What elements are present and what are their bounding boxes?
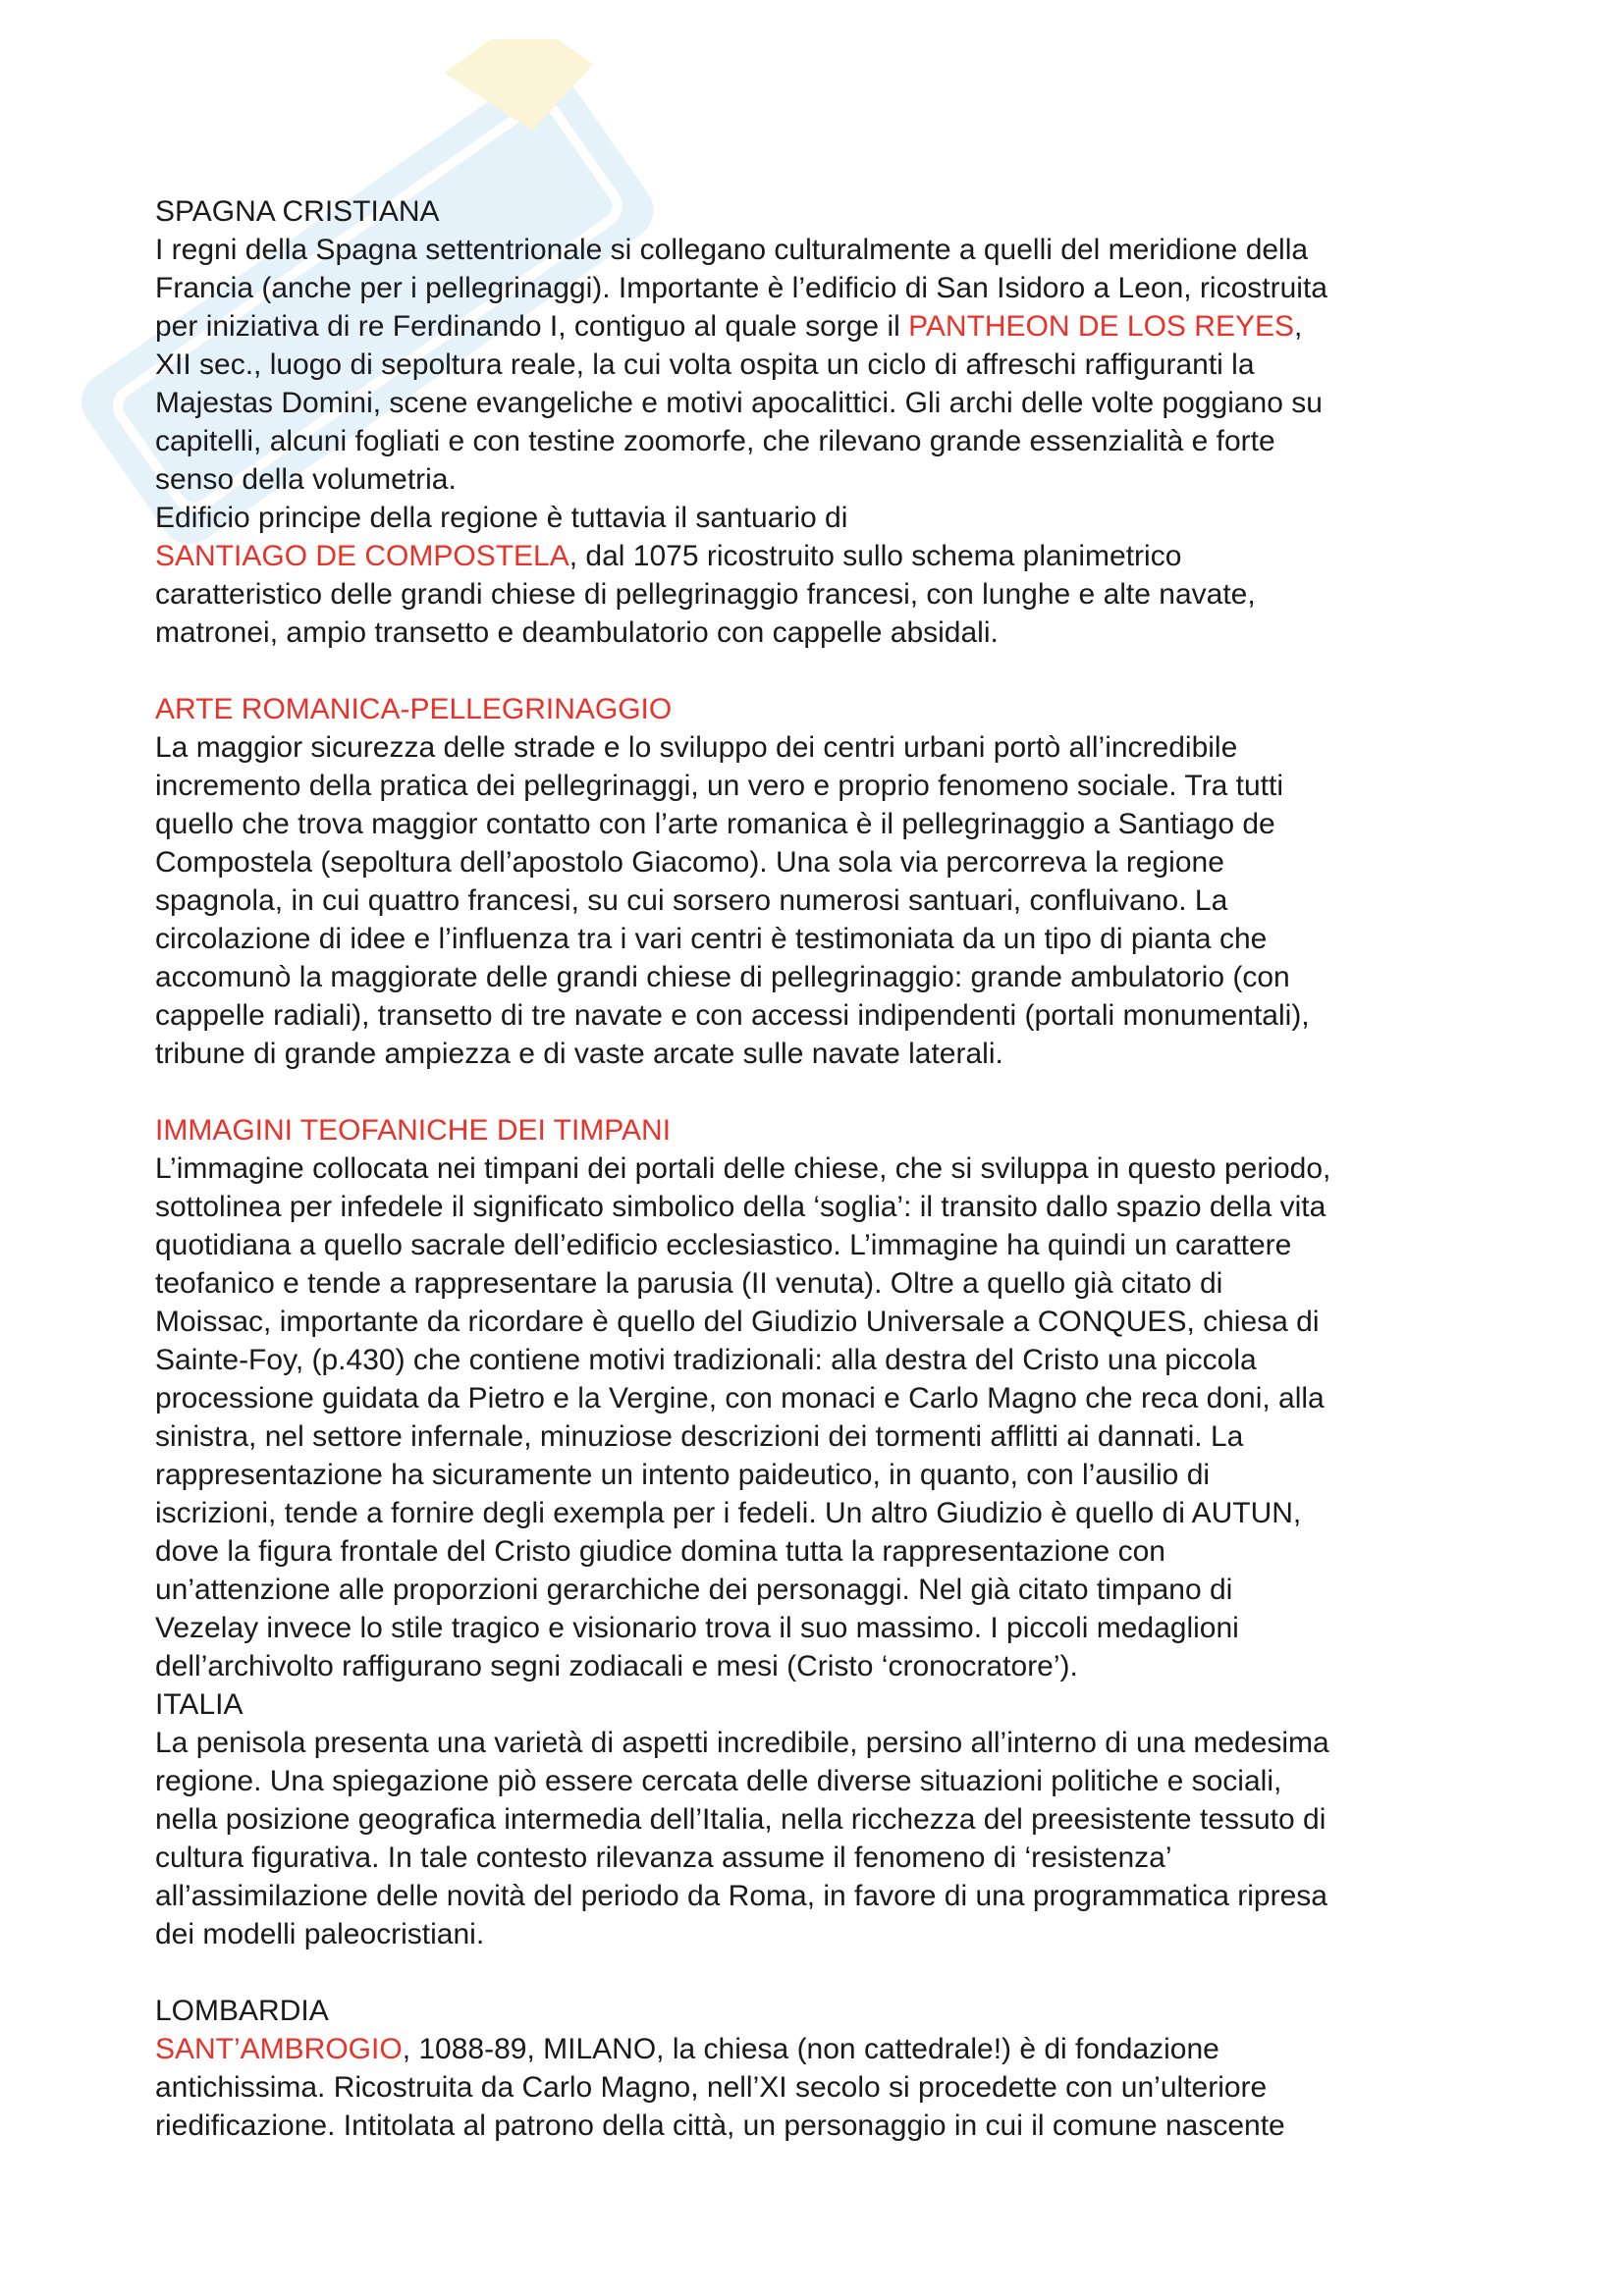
spacer — [155, 1073, 1490, 1111]
paragraph-line: Compostela (sepoltura dell’apostolo Giacomo). Una sola via percorreva la regione — [155, 846, 1224, 879]
paragraph-line: incremento della pratica dei pellegrinaggi, un vero e proprio fenomeno sociale. Tra tutti — [155, 770, 1283, 802]
paragraph-line: accomunò la maggiorate delle grandi chiese di pellegrinaggio: grande ambulatorio (con — [155, 961, 1290, 993]
section-heading: LOMBARDIA — [155, 1995, 329, 2027]
highlight-term: PANTHEON DE LOS REYES — [908, 310, 1294, 343]
paragraph-line: dove la figura frontale del Cristo giudice domina tutta la rappresentazione con — [155, 1535, 1165, 1568]
paragraph-line: I regni della Spagna settentrionale si collegano culturalmente a quelli del meridione della — [155, 234, 1309, 266]
paragraph-text: per iniziativa di re Ferdinando I, contiguo al quale sorge il — [155, 310, 909, 343]
paragraph-line: un’attenzione alle proporzioni gerarchiche dei personaggi. Nel già citato timpano di — [155, 1574, 1233, 1606]
paragraph-line: quotidiana a quello sacrale dell’edificio ecclesiastico. L’immagine ha quindi un carattere — [155, 1229, 1292, 1261]
section-heading: IMMAGINI TEOFANICHE DEI TIMPANI — [155, 1114, 672, 1147]
paragraph-line: L’immagine collocata nei timpani dei portali delle chiese, che si sviluppa in questo periodo, — [155, 1152, 1331, 1185]
paragraph-line: all’assimilazione delle novità del periodo da Roma, in favore di una programmatica ripresa — [155, 1880, 1327, 1912]
highlight-term: SANTIAGO DE COMPOSTELA — [155, 540, 569, 572]
paragraph-text: , dal 1075 ricostruito sullo schema planimetrico — [568, 540, 1182, 572]
paragraph-line: riedificazione. Intitolata al patrono della città, un personaggio in cui il comune nascente — [155, 2109, 1285, 2142]
paragraph-line: matronei, ampio transetto e deambulatorio con cappelle absidali. — [155, 616, 999, 649]
paragraph-line: Francia (anche per i pellegrinaggi). Importante è l’edificio di San Isidoro a Leon, ricostruita — [155, 272, 1327, 304]
document-body — [155, 192, 1490, 2145]
highlight-term: SANT’AMBROGIO — [155, 2033, 403, 2065]
paragraph-line: Edificio principe della regione è tuttavia il santuario di — [155, 502, 848, 534]
paragraph-line: nella posizione geografica intermedia dell’Italia, nella ricchezza del preesistente tessuto di — [155, 1803, 1326, 1836]
paragraph-line: processione guidata da Pietro e la Vergine, con monaci e Carlo Magno che reca doni, alla — [155, 1382, 1325, 1415]
section-heading: ARTE ROMANICA-PELLEGRINAGGIO — [155, 693, 673, 725]
paragraph-line: cultura figurativa. In tale contesto rilevanza assume il fenomeno di ‘resistenza’ — [155, 1842, 1172, 1874]
paragraph-line: Sainte-Foy, (p.430) che contiene motivi tradizionali: alla destra del Cristo una piccola — [155, 1344, 1257, 1376]
paragraph-line: quello che trova maggior contatto con l’arte romanica è il pellegrinaggio a Santiago de — [155, 808, 1275, 840]
paragraph-line: circolazione di idee e l’influenza tra i vari centri è testimoniata da un tipo di pianta che — [155, 923, 1268, 955]
paragraph-line: iscrizioni, tende a fornire degli exempla per i fedeli. Un altro Giudizio è quello di AUTUN, — [155, 1497, 1302, 1529]
paragraph-line: sottolinea per infedele il significato simbolico della ‘soglia’: il transito dallo spazio della vita — [155, 1191, 1326, 1223]
spacer — [155, 1953, 1490, 1992]
paragraph-line — [155, 537, 1490, 575]
paragraph-line: caratteristico delle grandi chiese di pellegrinaggio francesi, con lunghe e alte navate, — [155, 578, 1256, 611]
paragraph-line: teofanico e tende a rappresentare la parusia (II venuta). Oltre a quello già citato di — [155, 1267, 1223, 1300]
paragraph-line: Majestas Domini, scene evangeliche e motivi apocalittici. Gli archi delle volte poggiano su — [155, 387, 1323, 419]
paragraph-line: Vezelay invece lo stile tragico e visionario trova il suo massimo. I piccoli medaglioni — [155, 1612, 1239, 1644]
paragraph-line: cappelle radiali), transetto di tre navate e con accessi indipendenti (portali monumentali), — [155, 999, 1310, 1032]
paragraph-line: spagnola, in cui quattro francesi, su cui sorsero numerosi santuari, confluivano. La — [155, 884, 1228, 917]
paragraph-line: tribune di grande ampiezza e di vaste arcate sulle navate laterali. — [155, 1038, 1003, 1070]
section-italia — [155, 1685, 1490, 1953]
paragraph-line — [155, 307, 1490, 346]
paragraph-line: La penisola presenta una varietà di aspetti incredibile, persino all’interno di una medesima — [155, 1727, 1329, 1759]
section-heading: ITALIA — [155, 1688, 244, 1721]
paragraph-line — [155, 2030, 1490, 2068]
section-heading: SPAGNA CRISTIANA — [155, 195, 440, 228]
paragraph-line: dell’archivolto raffigurano segni zodiacali e mesi (Cristo ‘cronocratore’). — [155, 1650, 1078, 1682]
paragraph-line: regione. Una spiegazione piò essere cercata delle diverse situazioni politiche e sociali, — [155, 1765, 1282, 1797]
section-lombardia — [155, 1992, 1490, 2145]
paragraph-line: senso della volumetria. — [155, 463, 457, 496]
paragraph-line: La maggior sicurezza delle strade e lo sviluppo dei centri urbani portò all’incredibile — [155, 731, 1238, 764]
section-immagini-teofaniche — [155, 1111, 1490, 1685]
paragraph-text: , 1088-89, MILANO, la chiesa (non cattedrale!) è di fondazione — [402, 2033, 1219, 2065]
paragraph-line: dei modelli paleocristiani. — [155, 1918, 485, 1950]
paragraph-line: capitelli, alcuni fogliati e con testine zoomorfe, che rilevano grande essenzialità e forte — [155, 425, 1275, 457]
paragraph-line: XII sec., luogo di sepoltura reale, la cui volta ospita un ciclo di affreschi raffiguranti la — [155, 348, 1255, 381]
section-arte-romanica — [155, 690, 1490, 1073]
section-spagna-cristiana — [155, 192, 1490, 652]
paragraph-line: Moissac, importante da ricordare è quello del Giudizio Universale a CONQUES, chiesa di — [155, 1306, 1320, 1338]
spacer — [155, 652, 1490, 690]
paragraph-line: sinistra, nel settore infernale, minuziose descrizioni dei tormenti afflitti ai dannati. La — [155, 1420, 1244, 1453]
paragraph-line: rappresentazione ha sicuramente un intento paideutico, in quanto, con l’ausilio di — [155, 1459, 1211, 1491]
paragraph-line: antichissima. Ricostruita da Carlo Magno, nell’XI secolo si procedette con un’ulteriore — [155, 2071, 1268, 2104]
paragraph-text: , — [1293, 310, 1303, 343]
